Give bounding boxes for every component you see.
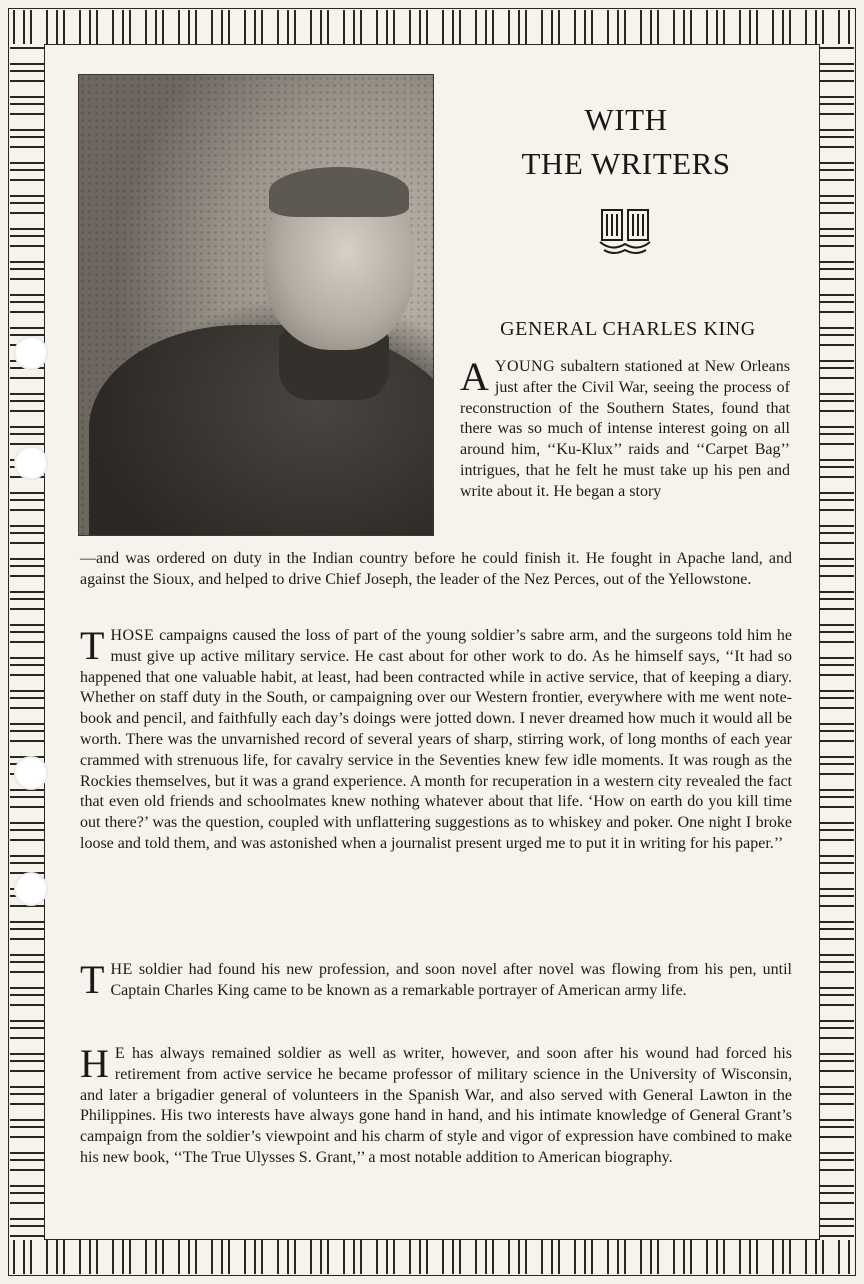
paragraph-2 [80,623,792,855]
punch-hole [14,446,48,480]
drop-cap: T [80,623,105,668]
title-line-1: WITH [584,102,668,137]
punch-hole [14,872,48,906]
title-line-2: THE WRITERS [521,146,731,181]
open-book-icon [598,206,652,258]
drop-cap: H [80,1041,109,1086]
paragraph-body: campaigns caused the loss of part of the young soldier’s sabre arm, and the surgeons told him he must give up active military service. He cast about for other work to do. As he himself says, ‘‘It had so happened that one valuable habit, at least, had been contracted while in active service, that of keeping a diary. Whether on staff duty in the South, or campaigning over our Western frontier, everywhere with me went note-book and pencil, and faithfully each day’s doings were jotted down. I never dreamed how much it would all be worth. There was the unvarnished record of several years of sharp, stirring work, of long months of each year crammed with strenuous life, for cavalry service in the Seventies knew few idle moments. It was rough as the Rockies themselves, but it was a grand experience. A month for recuperation in a western city revealed the fact that even old friends and schoolmates knew nothing whatever about that life. ‘How on earth do you kill time out there?’ was the question, coupled with unflattering suggestions as to whiskey and poker. One night I broke loose and told them, and was astonished when a journalist present urged me to put it in writing for his paper.’’ [80,627,792,852]
punch-hole [14,336,48,370]
page-title [470,98,782,186]
drop-cap: T [80,957,105,1002]
portrait-photo [78,74,434,536]
paragraph-1 [460,354,790,503]
lead-word: HOSE [110,627,155,644]
paragraph-1-continued: —and was ordered on duty in the Indian country before he could finish it. He fought in Apache land, and against the Sioux, and helped to drive Chief Joseph, the leader of the Nez Perces, out of the Yellowstone. [80,550,792,588]
paragraph-3 [80,957,792,1002]
paragraph-body: subaltern stationed at New Orleans just after the Civil War, seeing the process of reconstruction of the Southern States, found that there was so much of intense interest going on all around him, ‘‘Ku-Klux’’ raids and ‘‘Carpet Bag’’ intrigues, that he felt he must take up his pen and write about it. He began a story [460,358,790,500]
article-subhead: GENERAL CHARLES KING [500,318,756,340]
punch-hole [14,756,48,790]
paragraph-body: has always remained soldier as well as writer, however, and soon after his wound had forced his retirement from active service he became professor of military science in the University of Wisconsin, and later a brigadier general of volunteers in the Spanish War, and also served with General Lawton in the Philippines. His two interests have always gone hand in hand, and his intimate knowledge of General Grant’s campaign from the soldier’s viewpoint and his charm of style and vigor of expression have combined to make his new book, ‘‘The True Ulysses S. Grant,’’ a most notable addition to American biography. [80,1045,792,1166]
paragraph-4 [80,1041,792,1169]
paragraph-body: soldier had found his new profession, and soon novel after novel was flowing from his pen, until Captain Charles King came to be known as a remarkable portrayer of American army life. [110,961,792,999]
lead-word: HE [110,961,133,978]
lead-word: YOUNG [494,358,556,375]
drop-cap: A [460,354,489,399]
lead-word: E [114,1045,126,1062]
